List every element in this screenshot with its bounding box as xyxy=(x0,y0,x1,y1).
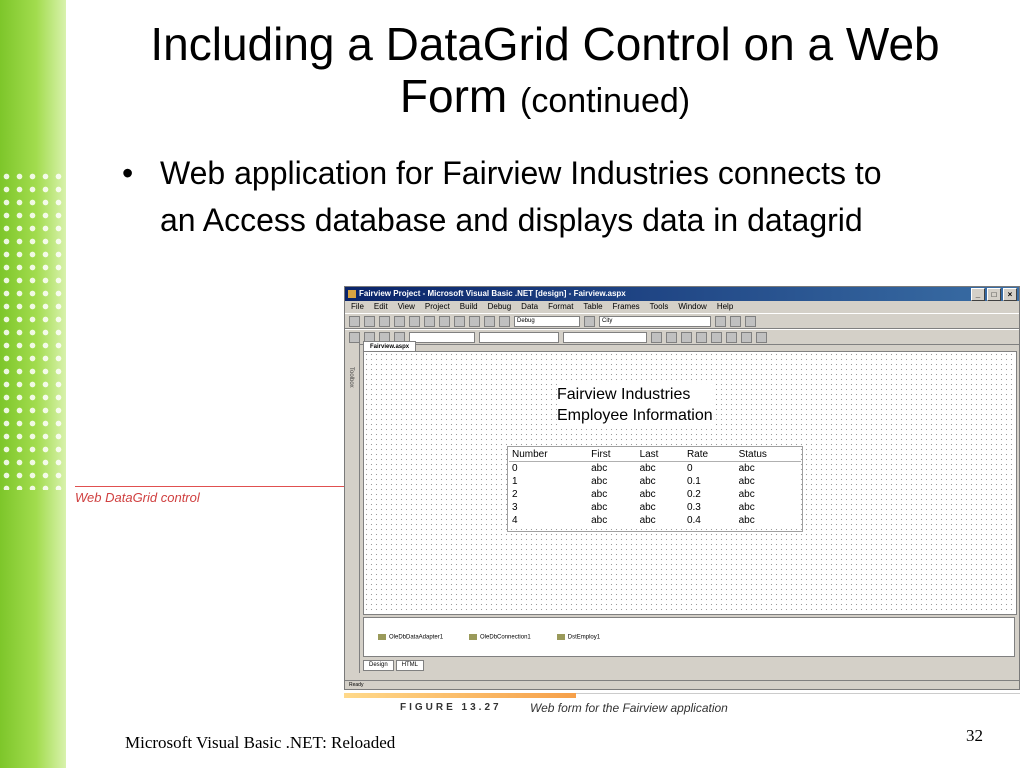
grid-cell: abc xyxy=(738,489,755,500)
find-combo[interactable]: City xyxy=(599,316,711,327)
menu-build[interactable]: Build xyxy=(459,302,478,311)
window-controls xyxy=(971,288,1017,301)
grid-cell: 0.4 xyxy=(686,515,701,526)
page-number: 32 xyxy=(966,726,983,745)
slide-title-line2 xyxy=(80,70,1010,127)
slide-footer: Microsoft Visual Basic .NET: Reloaded xyxy=(125,733,396,752)
maximize-button[interactable]: □ xyxy=(987,288,1001,301)
component-tray xyxy=(363,617,1015,657)
connection-icon xyxy=(469,634,477,640)
toolbox-label: Toolbox xyxy=(348,367,354,388)
window-titlebar xyxy=(345,287,1019,301)
menu-view[interactable]: View xyxy=(397,302,415,311)
cut-icon[interactable] xyxy=(424,316,435,327)
grid-cell: abc xyxy=(591,476,608,487)
web-datagrid[interactable] xyxy=(509,448,801,527)
menu-debug[interactable]: Debug xyxy=(487,302,512,311)
heading-line-1: Fairview Industries xyxy=(557,386,691,403)
close-button[interactable]: × xyxy=(1003,288,1017,301)
grid-cell: abc xyxy=(639,476,656,487)
toolbox-icon[interactable] xyxy=(745,316,756,327)
undo-icon[interactable] xyxy=(469,316,480,327)
tab-design[interactable]: Design xyxy=(363,660,394,671)
save-icon[interactable] xyxy=(394,316,405,327)
menu-tools[interactable]: Tools xyxy=(649,302,669,311)
grid-cell: abc xyxy=(738,463,755,474)
grid-cell: abc xyxy=(591,502,608,513)
bold-icon[interactable] xyxy=(651,332,662,343)
slide-title xyxy=(80,18,1010,127)
decorative-dot-pattern xyxy=(0,170,66,490)
table-row xyxy=(509,475,801,488)
caption-rule xyxy=(576,693,1020,694)
grid-cell: abc xyxy=(738,515,755,526)
menu-format[interactable]: Format xyxy=(548,302,574,311)
grid-col-last: Last xyxy=(637,448,684,462)
align-right-icon[interactable] xyxy=(726,332,737,343)
italic-icon[interactable] xyxy=(666,332,677,343)
slide-title-form: Form xyxy=(399,70,508,122)
vs-window-screenshot xyxy=(344,286,1020,690)
component-item[interactable] xyxy=(378,634,443,641)
align-left-icon[interactable] xyxy=(696,332,707,343)
caption-accent-bar xyxy=(344,693,576,698)
component-label: DstEmploy1 xyxy=(567,634,601,641)
grid-col-first: First xyxy=(588,448,636,462)
grid-cell: 0.1 xyxy=(686,476,701,487)
bullet-text: Web application for Fairview Industries connects to an Access database and displays data in datagrid xyxy=(160,155,882,238)
bulleted-list-icon[interactable] xyxy=(756,332,767,343)
grid-cell: abc xyxy=(738,476,755,487)
new-project-icon[interactable] xyxy=(349,316,360,327)
dataset-icon xyxy=(557,634,565,640)
menu-table[interactable]: Table xyxy=(583,302,603,311)
grid-cell: 0.3 xyxy=(686,502,701,513)
status-bar: Ready xyxy=(345,680,1020,689)
grid-layout-icon[interactable] xyxy=(349,332,360,343)
figure-caption xyxy=(344,693,1020,715)
caption-text: Web form for the Fairview application xyxy=(530,701,728,715)
grid-cell: 0.2 xyxy=(686,489,701,500)
grid-cell: abc xyxy=(738,502,755,513)
app-icon xyxy=(348,290,356,298)
grid-cell: abc xyxy=(591,463,608,474)
grid-col-number: Number xyxy=(509,448,588,462)
grid-cell: abc xyxy=(639,463,656,474)
form-heading[interactable] xyxy=(557,384,713,426)
grid-col-rate: Rate xyxy=(684,448,736,462)
redo-icon[interactable] xyxy=(484,316,495,327)
bullet-item xyxy=(122,150,882,244)
grid-cell: abc xyxy=(639,489,656,500)
standard-toolbar xyxy=(345,313,1019,329)
caption-label: FIGURE 13.27 xyxy=(400,702,502,713)
design-surface[interactable] xyxy=(363,351,1017,615)
slide-title-sub: (continued) xyxy=(520,82,691,120)
grid-cell: 2 xyxy=(512,489,518,500)
component-item[interactable] xyxy=(557,634,600,641)
menu-data[interactable]: Data xyxy=(521,302,539,311)
properties-icon[interactable] xyxy=(730,316,741,327)
grid-cell: 1 xyxy=(512,476,518,487)
tab-fairview-aspx[interactable]: Fairview.aspx xyxy=(363,341,416,352)
grid-cell: 4 xyxy=(512,515,518,526)
grid-cell: 0 xyxy=(686,463,693,474)
table-row xyxy=(509,514,801,527)
font-size-select[interactable] xyxy=(563,332,647,343)
block-format-select[interactable] xyxy=(409,332,475,343)
open-file-icon[interactable] xyxy=(379,316,390,327)
underline-icon[interactable] xyxy=(681,332,692,343)
font-name-select[interactable] xyxy=(479,332,559,343)
align-center-icon[interactable] xyxy=(711,332,722,343)
solution-explorer-icon[interactable] xyxy=(715,316,726,327)
grid-col-status: Status xyxy=(736,448,801,462)
view-tabs xyxy=(363,660,424,671)
save-all-icon[interactable] xyxy=(409,316,420,327)
menu-frames[interactable]: Frames xyxy=(612,302,640,311)
component-item[interactable] xyxy=(469,634,531,641)
menu-file[interactable]: File xyxy=(351,302,364,311)
component-label: OleDbDataAdapter1 xyxy=(389,634,444,641)
grid-cell: abc xyxy=(639,502,656,513)
slide-title-line1: Including a DataGrid Control on a Web xyxy=(150,18,940,70)
add-item-icon[interactable] xyxy=(364,316,375,327)
formatting-toolbar xyxy=(345,329,1019,345)
grid-cell: abc xyxy=(639,515,656,526)
callout-label: Web DataGrid control xyxy=(75,490,200,505)
data-adapter-icon xyxy=(378,634,386,640)
component-label: OleDbConnection1 xyxy=(480,634,531,641)
table-row xyxy=(509,501,801,514)
grid-cell: abc xyxy=(591,515,608,526)
numbered-list-icon[interactable] xyxy=(741,332,752,343)
menu-help[interactable]: Help xyxy=(716,302,734,311)
bullet-dot: • xyxy=(122,155,134,191)
table-row xyxy=(509,488,801,501)
menu-project[interactable]: Project xyxy=(424,302,450,311)
heading-line-2: Employee Information xyxy=(557,407,713,424)
find-icon[interactable] xyxy=(584,316,595,327)
start-icon[interactable] xyxy=(499,316,510,327)
minimize-button[interactable]: _ xyxy=(971,288,985,301)
grid-cell: 3 xyxy=(512,502,518,513)
toolbox-strip[interactable] xyxy=(345,343,360,673)
grid-header-row xyxy=(509,448,801,462)
paste-icon[interactable] xyxy=(454,316,465,327)
window-title: Fairview Project - Microsoft Visual Basic .NET [design] - Fairview.aspx xyxy=(359,289,626,298)
solution-config-select[interactable]: Debug xyxy=(514,316,580,327)
grid-cell: abc xyxy=(591,489,608,500)
menu-window[interactable]: Window xyxy=(678,302,707,311)
table-row xyxy=(509,462,801,476)
grid-cell: 0 xyxy=(512,463,518,474)
menu-bar xyxy=(345,301,1019,313)
tab-html[interactable]: HTML xyxy=(396,660,424,671)
copy-icon[interactable] xyxy=(439,316,450,327)
menu-edit[interactable]: Edit xyxy=(373,302,388,311)
